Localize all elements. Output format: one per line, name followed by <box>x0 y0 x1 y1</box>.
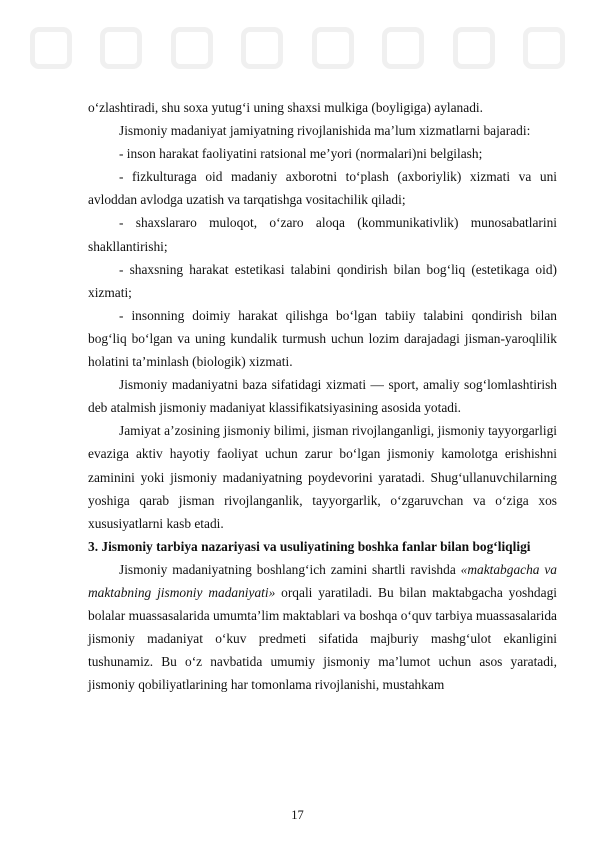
section-heading: 3. Jismoniy tarbiya nazariyasi va usuliyatining boshka fanlar bilan bog‘liqligi <box>88 538 531 554</box>
list-item: - shaxslararo muloqot, o‘zaro aloqa (kommunikativlik) munosabatlarini shakllantirishi; <box>88 215 557 254</box>
paragraph: o‘zlashtiradi, shu soxa yutug‘i uning shaxsi mulkiga (boyligiga) aylanadi. <box>88 100 483 115</box>
page-number: 17 <box>291 808 304 822</box>
list-item: - insonning doimiy harakat qilishga bo‘lgan tabiiy talabini qondirish bilan bog‘liq bo‘lgan va uning kundalik turmush uchun lozim darajadagi jisman-yaroqlilik holatini ta’minlash (biologik) xizmati. <box>88 307 557 370</box>
document-page <box>88 96 557 696</box>
watermark-logo-icon <box>100 27 142 69</box>
watermark-logo-strip <box>30 18 565 78</box>
watermark-logo-icon <box>171 27 213 69</box>
watermark-logo-icon <box>30 27 72 69</box>
paragraph-text: Jismoniy madaniyatning boshlang‘ich zamini shartli ravishda <box>119 561 461 577</box>
paragraph-text: orqali yaratiladi. Bu bilan maktabgacha yoshdagi bolalar muassasalarida umumta’lim maktablari va boshqa o‘quv tarbiya muassasalarida jismoniy madaniyat o‘kuv predmeti sifatida majburiy mashg‘ulot ekanligini tushunamiz. Bu o‘z navbatida umumiy jismoniy ma’lumot uchun asos yaratadi, jismoniy qobiliyatlarining har tomonlama rivojlanishi, mustahkam <box>88 584 557 693</box>
paragraph: Jismoniy madaniyatni baza sifatidagi xizmati — sport, amaliy sog‘lomlashtirish deb atalmish jismoniy madaniyat klassifikatsiyasining asosida yotadi. <box>88 377 557 416</box>
watermark-logo-icon <box>453 27 495 69</box>
paragraph-emphasis: «maktabgacha va maktabning jismoniy madaniyati» <box>88 561 557 600</box>
watermark-logo-icon <box>241 27 283 69</box>
list-item: - fizkulturaga oid madaniy axborotni to‘plash (axboriylik) xizmati va uni avloddan avlodga uzatish va tarqatishga vositachilik qiladi; <box>88 169 557 208</box>
watermark-logo-icon <box>312 27 354 69</box>
list-item: - shaxsning harakat estetikasi talabini qondirish bilan bog‘liq (estetikaga oid) xizmati; <box>88 261 557 300</box>
watermark-logo-icon <box>523 27 565 69</box>
paragraph: Jamiyat a’zosining jismoniy bilimi, jisman rivojlanganligi, jismoniy tayyorgarligi evaziga aktiv hayotiy faoliyat uchun zarur bo‘lgan jismoniy kamolotga erishishni zaminini yoki jismoniy madaniyatning poydevorini yaratadi. Shug‘ullanuvchilarning yoshiga qarab jisman rivojlanganlik, tayyorgarlik, o‘zgaruvchan va o‘ziga xos xususiyatlarni kasb etadi. <box>88 423 557 531</box>
paragraph <box>88 558 557 697</box>
watermark-logo-icon <box>382 27 424 69</box>
paragraph: Jismoniy madaniyat jamiyatning rivojlanishida ma’lum xizmatlarni bajaradi: <box>119 123 531 139</box>
list-item: - inson harakat faoliyatini ratsional me’yori (normalari)ni belgilash; <box>119 146 483 162</box>
